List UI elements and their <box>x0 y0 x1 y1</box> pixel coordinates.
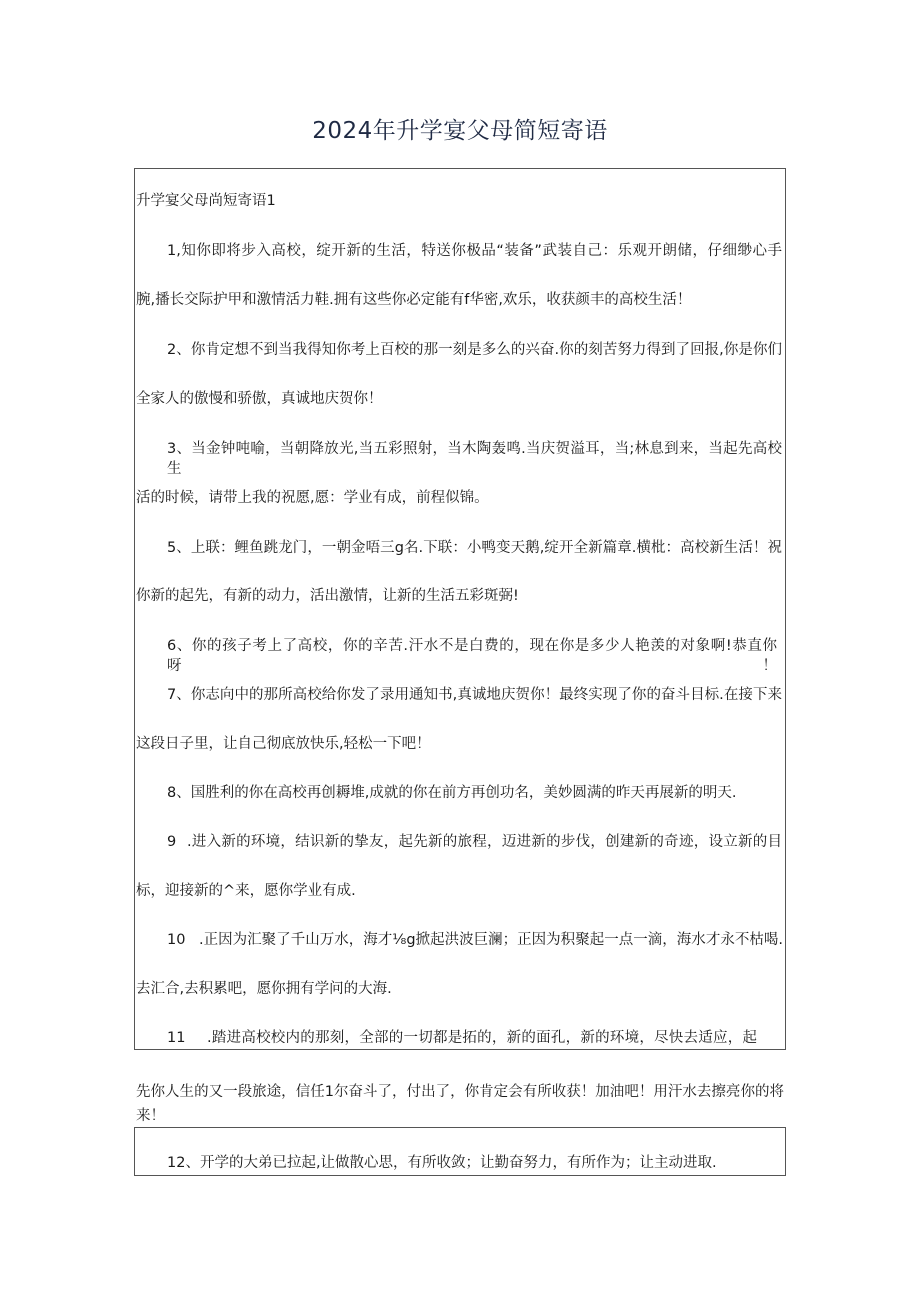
item-10-line-1: .正因为汇聚了千山万水，海才⅛g掀起洪波巨澜；正因为积聚起一点一滴，海水才永不枯喝. <box>199 932 783 948</box>
item-11-number: 11 <box>167 1030 186 1046</box>
item-7-line-2: 这段日子里，让自己彻底放快乐,轻松一下吧！ <box>136 736 431 752</box>
item-7-line-1: 7、你志向中的那所高校给你发了录用通知书,真诚地庆贺你！最终实现了你的奋斗目标.在接下来 <box>167 687 782 703</box>
item-3-line-1: 3、当金钟吨喻，当朝降放光,当五彩照射，当木陶轰鸣.当庆贺溢耳，当;林息到来，当起先高校生 <box>167 441 782 477</box>
page-title: 2024年升学宴父母简短寄语 <box>312 118 608 144</box>
item-9-line-1: .进入新的环境，结识新的挚友，起先新的旅程，迈进新的步伐，创建新的奇迹，设立新的目 <box>187 834 782 850</box>
section-heading: 升学宴父母尚短寄语1 <box>136 193 276 209</box>
item-9-number: 9 <box>167 834 177 850</box>
item-2-line-1: 2、你肯定想不到当我得知你考上百校的那一刻是多么的兴奋.你的刻苦努力得到了回报,你是你们 <box>167 342 782 358</box>
item-8-line-1: 8、国胜利的你在高校再创耨堆,成就的你在前方再创功名，美妙圆满的昨天再展新的明天. <box>167 785 737 801</box>
item-12-line-1: 12、开学的大弟已拉起,让做散心思，有所收敛；让勤奋努力，有所作为；让主动进取. <box>167 1155 717 1171</box>
item-1-line-2: 腕,播长交际护甲和激情活力鞋.拥有这些你必定能有f华密,欢乐，收获颜丰的高校生活！ <box>136 292 692 308</box>
item-1-line-1: 1,知你即将步入高校，绽开新的生活，特送你极品“装备”武装自己：乐观开朗储，仔细缈心手 <box>167 243 782 259</box>
item-3-line-2: 活的时候，请带上我的祝愿,愿：学业有成，前程似锦。 <box>136 490 489 506</box>
item-11-line-1: .踏进高校校内的那刻，全部的一切都是拓的，新的面孔，新的环境，尽快去适应，起 <box>207 1030 757 1046</box>
item-11-line-3: 来！ <box>136 1108 165 1124</box>
item-10-line-2: 去汇合,去积累吧，愿你拥有学问的大海. <box>136 981 392 997</box>
item-6-line-1: 6、你的孩子考上了高校，你的辛苦.汗水不是白费的，现在你是多少人艳羡的对象啊!恭直你呀！ <box>167 638 777 674</box>
item-10-number: 10 <box>167 932 186 948</box>
item-2-line-2: 全家人的傲慢和骄傲，真诚地庆贺你！ <box>136 391 383 407</box>
item-5-line-2: 你新的起先，有新的动力，活出激情，让新的生活五彩斑弼! <box>136 588 519 604</box>
item-11-line-2: 先你人生的又一段旅途，信任1尔奋斗了，付出了，你肯定会有所收获！加油吧！用汗水去擦亮你的将 <box>136 1084 784 1100</box>
item-5-line-1: 5、上联：鲤鱼跳龙门，一朝金唔三g名.下联：小鸭变天鹅,绽开全新篇章.横枇：高校新生活！祝 <box>167 540 782 556</box>
item-9-line-2: 标，迎接新的^来，愿你学业有成. <box>136 883 356 899</box>
